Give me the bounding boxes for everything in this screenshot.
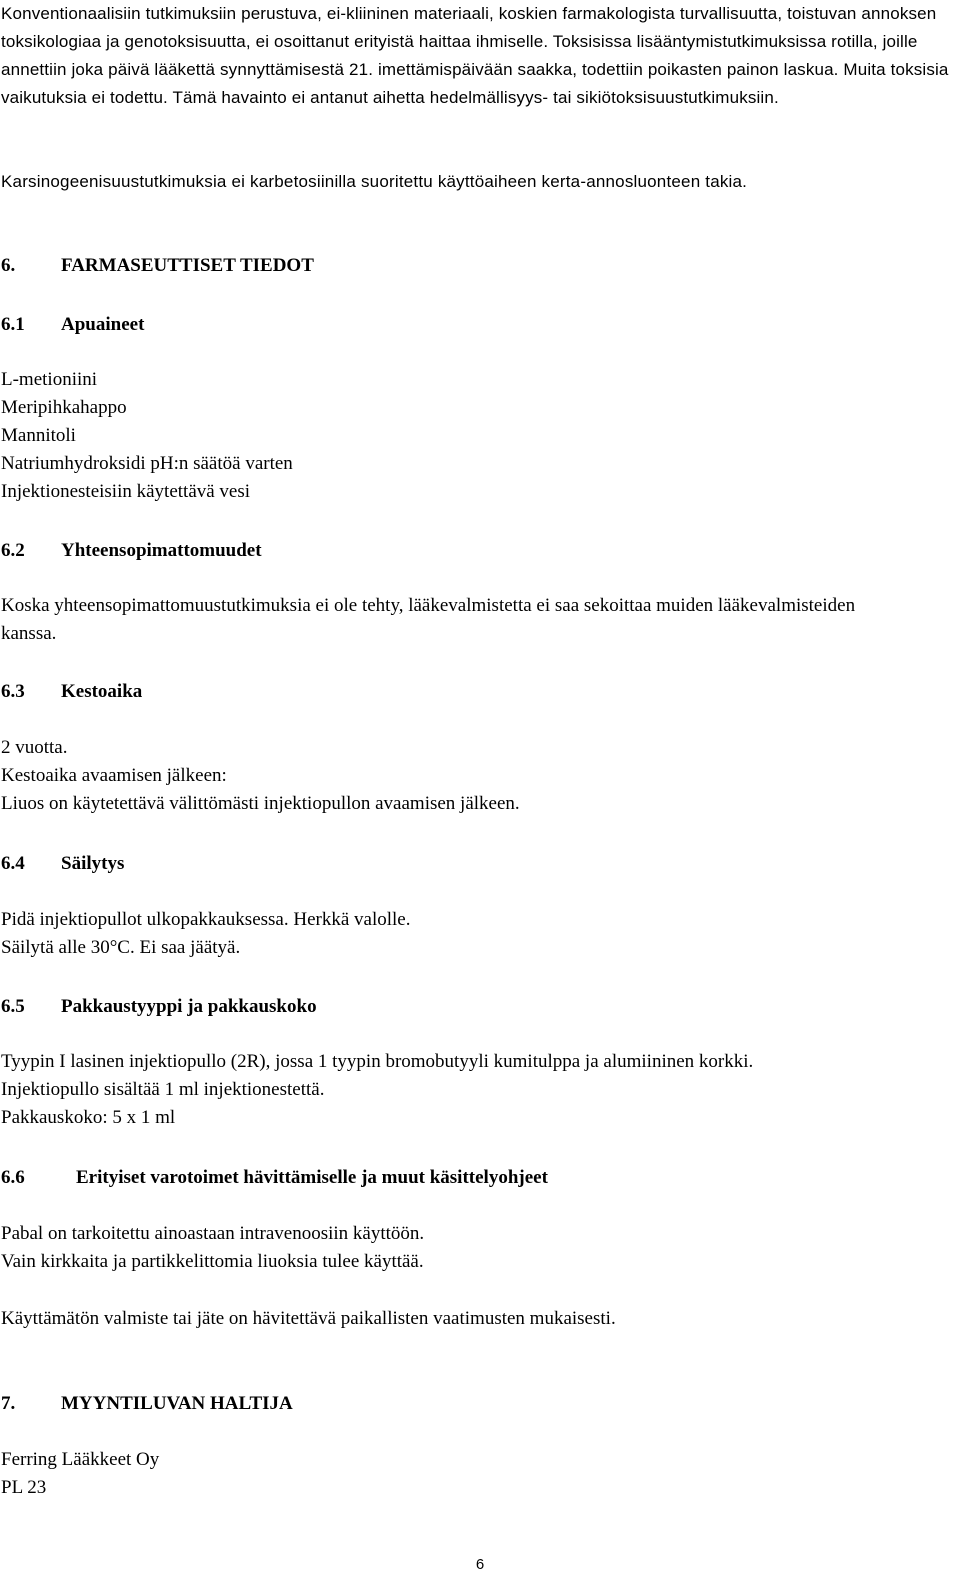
section-6-number: 6.: [1, 255, 16, 276]
packaging-line: Tyypin I lasinen injektiopullo (2R), jossa 1 tyypin bromobutyyli kumitulppa ja alumiininen korkki.: [1, 1051, 754, 1072]
handling-line: Pabal on tarkoitettu ainoastaan intravenoosiin käyttöön.: [1, 1223, 425, 1244]
section-6-3-heading: [1, 678, 142, 706]
excipients-list: [1, 366, 956, 506]
section-6-6-number: 6.6: [1, 1167, 25, 1188]
section-7-number: 7.: [1, 1393, 16, 1414]
section-6-heading: [1, 252, 314, 280]
handling-text: [1, 1220, 956, 1276]
section-6-4-number: 6.4: [1, 853, 25, 874]
section-6-2-number: 6.2: [1, 540, 25, 561]
section-6-title: FARMASEUTTISET TIEDOT: [61, 255, 314, 276]
shelf-life-text: [1, 734, 956, 818]
disposal-text: Käyttämätön valmiste tai jäte on hävitettävä paikallisten vaatimusten mukaisesti.: [1, 1308, 616, 1329]
section-7-title: MYYNTILUVAN HALTIJA: [61, 1393, 293, 1414]
carcinogenicity-paragraph: Karsinogeenisuustutkimuksia ei karbetosiinilla suoritettu käyttöaiheen kerta-annosluonteen takia.: [1, 172, 748, 191]
section-6-5-heading: [1, 993, 317, 1021]
section-6-1-title: Apuaineet: [61, 314, 145, 335]
section-7-heading: [1, 1390, 293, 1418]
storage-line: Pidä injektiopullot ulkopakkauksessa. Herkkä valolle.: [1, 909, 411, 930]
excipient-item: Injektionesteisiin käytettävä vesi: [1, 481, 251, 502]
excipient-item: L-metioniini: [1, 369, 98, 390]
packaging-line: Pakkauskoko: 5 x 1 ml: [1, 1107, 176, 1128]
packaging-line: Injektiopullo sisältää 1 ml injektionestettä.: [1, 1079, 325, 1100]
storage-text: [1, 906, 956, 962]
section-6-4-title: Säilytys: [61, 853, 125, 874]
section-6-1-number: 6.1: [1, 314, 25, 335]
intro-paragraph: Konventionaalisiin tutkimuksiin perustuva, ei-kliininen materiaali, koskien farmakologista turvallisuutta, toistuvan annoksen toksikologiaa ja genotoksisuutta, ei osoittanut erityistä haittaa ihmiselle. Toksisissa lisääntymistutkimuksissa rotilla, joille annettiin joka päivä lääkettä synnyttämisestä 21. imettämispäivään saakka, todettiin poikasten painon laskua. Muita toksisia vaikutuksia ei todettu. Tämä havainto ei antanut aihetta hedelmällisyys- tai sikiötoksisuustutkimuksiin.: [1, 4, 949, 107]
incompatibilities-text: Koska yhteensopimattomuustutkimuksia ei ole tehty, lääkevalmistetta ei saa sekoittaa muiden lääkevalmisteiden kanssa.: [1, 595, 856, 644]
marketing-authorisation-holder: [1, 1446, 956, 1502]
section-6-6-title: Erityiset varotoimet hävittämiselle ja muut käsittelyohjeet: [76, 1167, 548, 1188]
packaging-text: [1, 1048, 956, 1132]
handling-line: Vain kirkkaita ja partikkelittomia liuoksia tulee käyttää.: [1, 1251, 424, 1272]
section-6-1-heading: [1, 311, 144, 339]
shelf-life-line: 2 vuotta.: [1, 737, 68, 758]
section-6-6-heading: [1, 1164, 548, 1192]
storage-line: Säilytä alle 30°C. Ei saa jäätyä.: [1, 937, 241, 958]
section-6-3-title: Kestoaika: [61, 681, 143, 702]
excipient-item: Natriumhydroksidi pH:n säätöä varten: [1, 453, 293, 474]
shelf-life-line: Kestoaika avaamisen jälkeen:: [1, 765, 227, 786]
page-number: 6: [475, 1556, 485, 1573]
section-6-2-heading: [1, 537, 262, 565]
excipient-item: Meripihkahappo: [1, 397, 127, 418]
section-6-3-number: 6.3: [1, 681, 25, 702]
shelf-life-line: Liuos on käytetettävä välittömästi injektiopullon avaamisen jälkeen.: [1, 793, 520, 814]
holder-line: PL 23: [1, 1477, 47, 1498]
section-6-2-title: Yhteensopimattomuudet: [61, 540, 262, 561]
section-6-5-title: Pakkaustyyppi ja pakkauskoko: [61, 996, 317, 1017]
section-6-4-heading: [1, 850, 124, 878]
holder-line: Ferring Lääkkeet Oy: [1, 1449, 160, 1470]
section-6-5-number: 6.5: [1, 996, 25, 1017]
excipient-item: Mannitoli: [1, 425, 76, 446]
